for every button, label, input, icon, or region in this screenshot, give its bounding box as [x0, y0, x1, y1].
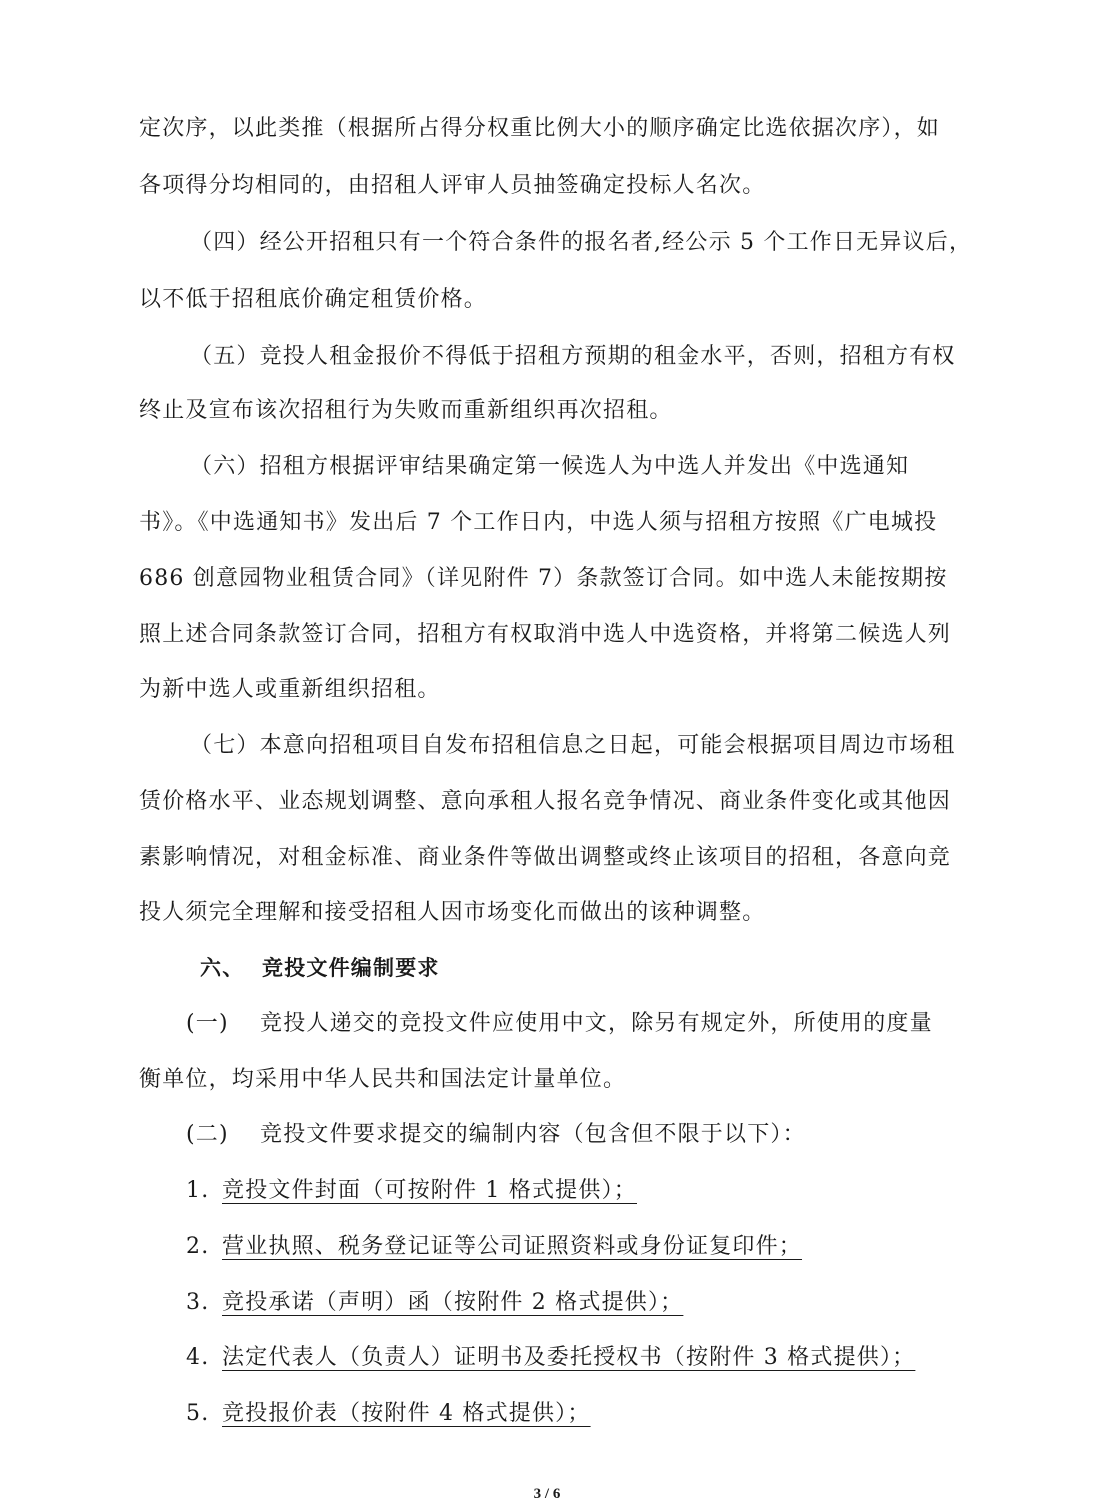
list-item-number: 2. — [186, 1234, 210, 1259]
paragraph-line: （六）招租方根据评审结果确定第一候选人为中选人并发出《中选通知 — [190, 454, 910, 479]
subsection-text: 竞投人递交的竞投文件应使用中文，除另有规定外，所使用的度量 — [260, 1011, 933, 1036]
paragraph-line: 照上述合同条款签订合同，招租方有权取消中选人中选资格，并将第二候选人列 — [139, 622, 952, 647]
list-item-number: 4. — [186, 1345, 210, 1370]
subsection-text: 竞投文件要求提交的编制内容（包含但不限于以下）： — [260, 1122, 806, 1147]
paragraph-line: 686 创意园物业租赁合同》（详见附件 7）条款签订合同。如中选人未能按期按 — [139, 566, 948, 591]
paragraph-line: 各项得分均相同的，由招租人评审人员抽签确定投标人名次。 — [139, 173, 766, 198]
paragraph-line: 投人须完全理解和接受招租人因市场变化而做出的该种调整。 — [139, 900, 766, 925]
list-item-number: 1. — [186, 1178, 210, 1203]
section-title: 竞投文件编制要求 — [262, 956, 440, 980]
list-item-text: 竞投报价表（按附件 4 格式提供）； — [222, 1401, 591, 1426]
paragraph-line: 素影响情况，对租金标准、商业条件等做出调整或终止该项目的招租，各意向竞 — [139, 845, 952, 870]
list-item — [186, 1288, 683, 1318]
paragraph-line: 终止及宣布该次招租行为失败而重新组织再次招租。 — [139, 398, 673, 423]
section-heading — [200, 953, 440, 983]
paragraph-line: 为新中选人或重新组织招租。 — [139, 677, 441, 702]
subsection-line — [186, 1009, 933, 1039]
paragraph-line: 书》。《中选通知书》发出后 7 个工作日内，中选人须与招租方按照《广电城投 — [139, 510, 938, 535]
list-item-text: 法定代表人（负责人）证明书及委托授权书（按附件 3 格式提供）； — [222, 1345, 916, 1370]
list-item — [186, 1232, 802, 1262]
page-number: 3 / 6 — [533, 1486, 561, 1502]
subsection-number: (二) — [186, 1122, 229, 1147]
subsection-number: (一) — [186, 1011, 229, 1036]
list-item-text: 竞投文件封面（可按附件 1 格式提供）； — [222, 1178, 637, 1203]
list-item-number: 5. — [186, 1401, 210, 1426]
subsection-line — [186, 1120, 806, 1150]
paragraph-line: 赁价格水平、业态规划调整、意向承租人报名竞争情况、商业条件变化或其他因 — [139, 789, 952, 814]
paragraph-line: （七）本意向招租项目自发布招租信息之日起，可能会根据项目周边市场租 — [190, 733, 956, 758]
list-item-text: 竞投承诺（声明）函（按附件 2 格式提供）； — [222, 1290, 684, 1315]
list-item — [186, 1399, 591, 1429]
list-item-text: 营业执照、税务登记证等公司证照资料或身份证复印件； — [222, 1234, 803, 1259]
paragraph-line: 衡单位，均采用中华人民共和国法定计量单位。 — [139, 1067, 627, 1092]
list-item-number: 3. — [186, 1290, 210, 1315]
list-item — [186, 1343, 915, 1373]
section-number: 六、 — [200, 956, 245, 980]
list-item — [186, 1176, 637, 1206]
paragraph-line: 定次序，以此类推（根据所占得分权重比例大小的顺序确定比选依据次序），如 — [139, 116, 941, 141]
paragraph-line: 以不低于招租底价确定租赁价格。 — [139, 287, 488, 312]
paragraph-line: （五）竞投人租金报价不得低于招租方预期的租金水平，否则，招租方有权 — [190, 344, 956, 369]
paragraph-line: （四）经公开招租只有一个符合条件的报名者,经公示 5 个工作日无异议后， — [190, 230, 973, 255]
